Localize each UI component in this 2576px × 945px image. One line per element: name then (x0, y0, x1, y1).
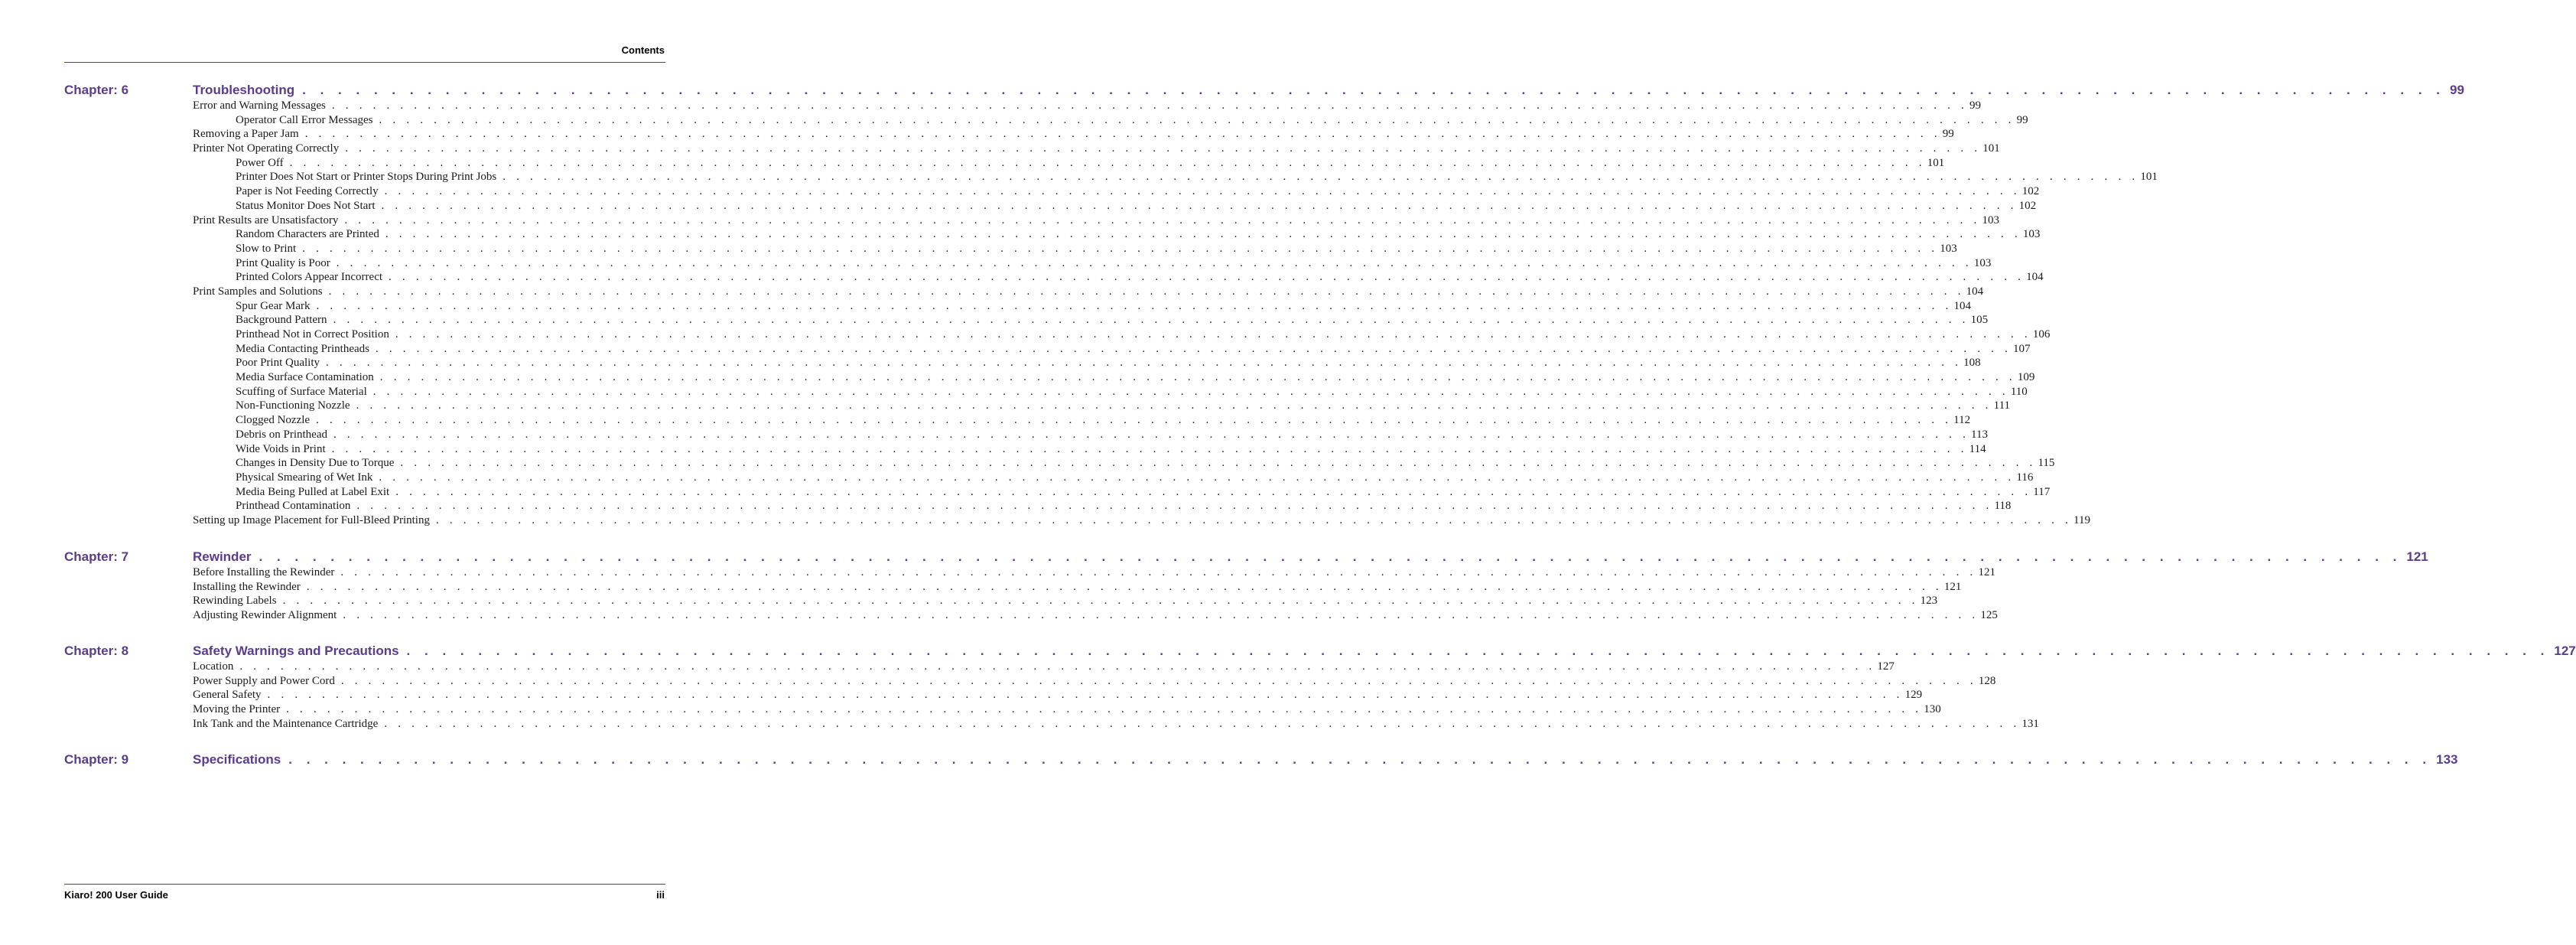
entry-title: Status Monitor Does Not Start (236, 199, 376, 212)
toc-subentry[interactable] (193, 357, 1981, 371)
entry-page-number: 129 (1904, 689, 1923, 702)
chapter-page-number: 127 (2554, 644, 2576, 658)
dot-leader: . . . . . . . . . . . . . . . . . . . . . . . . . . . . . . . . . . . . . . . . . . . . . . . . . . . . . . . . . . . . . . . . . . . . . . . . . . . . . . . . . . . . . . . . . . . . . . . . . . . . . . . . . . . . . . . . . . . . . . . . (343, 609, 1979, 622)
entry-title: Print Quality is Poor (236, 256, 330, 269)
entry-title: Removing a Paper Jam (193, 128, 299, 141)
toc-entry[interactable] (193, 717, 2039, 732)
dot-leader: . . . . . . . . . . . . . . . . . . . . . . . . . . . . . . . . . . . . . . . . . . . . . . . . . . . . . . . . . . . . . . . . . . . . . . . . . . . . . . . . . . . . . . . . . . . . . . . . . . . . . . . . . . . . . . . . . . . . . . . . (331, 99, 1968, 112)
toc-subentry[interactable] (193, 314, 1989, 328)
dot-leader: . . . . . . . . . . . . . . . . . . . . . . . . . . . . . . . . . . . . . . . . . . . . . . . . . . . . . . . . . . . . . . . . . . . . . . . . . . . . . . . . . . . . . . . . . . . . . . . . . . . . . . . . . . . . . . . . . . . . . . . . (379, 471, 2015, 484)
toc-entry[interactable] (193, 566, 1995, 581)
entry-title: Adjusting Rewinder Alignment (193, 609, 337, 622)
toc-subentry[interactable] (193, 399, 2011, 414)
dot-leader: . . . . . . . . . . . . . . . . . . . . . . . . . . . . . . . . . . . . . . . . . . . . . . . . . . . . . . . . . . . . . . . . . . . . . . . . . . . . . . . . . . . . . . . . . . . . . . . . . . . . . . . . . . . . . . . . . . . . . . . . (389, 271, 2025, 284)
entry-page-number: 130 (1924, 703, 1941, 716)
entry-title: Slow to Print (236, 242, 297, 255)
chapter-page-number: 99 (2450, 83, 2464, 97)
entry-page-number: 119 (2073, 513, 2090, 526)
toc-subentry[interactable] (193, 442, 1986, 458)
toc-entry[interactable] (193, 595, 1938, 609)
dot-leader: . . . . . . . . . . . . . . . . . . . . . . . . . . . . . . . . . . . . . . . . . . . . . . . . . . . . . . . . . . . . . . . . . . . . . . . . . . . . . . . . . . . . . . . . . . . . . . . . . . . . . . . . . . . . . . . . . . . . . . . . (356, 399, 1992, 412)
entry-title: Installing the Rewinder (193, 580, 301, 593)
entry-title: Ink Tank and the Maintenance Cartridge (193, 717, 379, 730)
dot-leader: . . . . . . . . . . . . . . . . . . . . . . . . . . . . . . . . . . . . . . . . . . . . . . . . . . . . . . . . . . . . . . . . . . . . . . . . . . . . . . . . . . . . . . . . . . . . . . . . . . . . . . . . . . . . . . . . . . . . . . . . (379, 371, 2016, 384)
entry-page-number: 103 (1940, 242, 1957, 255)
toc-subentry[interactable] (193, 342, 2031, 357)
entry-page-number: 116 (2016, 471, 2034, 484)
entry-page-number: 108 (1963, 357, 1981, 370)
toc-subentry[interactable] (193, 171, 2158, 185)
dot-leader: . . . . . . . . . . . . . . . . . . . . . . . . . . . . . . . . . . . . . . . . . . . . . . . . . . . . . . . . . . . . . . . . . . . . . . . . . . . . . . . . . . . . . . . . . . . . . . . . . . . . . . . . . . . . . . . . . . . . . . . . (239, 660, 1876, 673)
entry-title: Changes in Density Due to Torque (236, 457, 395, 470)
entry-title: Physical Smearing of Wet Ink (236, 471, 373, 484)
entry-page-number: 99 (1942, 128, 1954, 141)
dot-leader: . . . . . . . . . . . . . . . . . . . . . . . . . . . . . . . . . . . . . . . . . . . . . . . . . . . . . . . . . . . . . . . . . . . . . . . . . . . . . . . . . . . . . . . . . . . . . . . . . . . . . . . . . . . . . . . . . . . . . . . . (384, 717, 2021, 730)
chapter-page-number: 133 (2436, 752, 2458, 767)
chapter-entries (193, 566, 1998, 624)
entry-page-number: 111 (1993, 399, 2011, 412)
toc-entry[interactable] (193, 660, 1895, 675)
toc-entry[interactable] (193, 689, 1923, 703)
entry-page-number: 127 (1877, 660, 1895, 673)
toc-entry[interactable] (193, 674, 1996, 689)
chapter-title: Rewinder (193, 549, 252, 564)
toc-subentry[interactable] (193, 471, 2034, 486)
dot-leader: . . . . . . . . . . . . . . . . . . . . . . . . . . . . . . . . . . . . . . . . . . . . . . . . . . . . . . . . . . . . . . . . . . . . . . . . . . . . . . . . . . . . . . . . . . . . . . . . . . . . . . . . . . . . . . . . . . . . . . . . (286, 703, 1923, 716)
dot-leader: . . . . . . . . . . . . . . . . . . . . . . . . . . . . . . . . . . . . . . . . . . . . . . . . . . . . . . . . . . . . . . . . . . . . . . . . . . . . . . . . . . . . . . . . . . . . . . . . . . . . . . . . . . . . . . . . . . . . . . . . (406, 644, 2550, 658)
dot-leader: . . . . . . . . . . . . . . . . . . . . . . . . . . . . . . . . . . . . . . . . . . . . . . . . . . . . . . . . . . . . . . . . . . . . . . . . . . . . . . . . . . . . . . . . . . . . . . . . . . . . . . . . . . . . . . . . . . . . . . . . (372, 385, 2009, 398)
toc-entry[interactable] (193, 703, 1941, 718)
chapter-title-link[interactable] (193, 83, 2464, 101)
dot-leader: . . . . . . . . . . . . . . . . . . . . . . . . . . . . . . . . . . . . . . . . . . . . . . . . . . . . . . . . . . . . . . . . . . . . . . . . . . . . . . . . . . . . . . . . . . . . . . . . . . . . . . . . . . . . . . . . . . . . . . . . (384, 185, 2021, 198)
entry-page-number: 128 (1978, 674, 1996, 687)
dot-leader: . . . . . . . . . . . . . . . . . . . . . . . . . . . . . . . . . . . . . . . . . . . . . . . . . . . . . . . . . . . . . . . . . . . . . . . . . . . . . . . . . . . . . . . . . . . . . . . . . . . . . . . . . . . . . . . . . . . . . . . . (333, 428, 1970, 441)
entry-title: Print Results are Unsatisfactory (193, 213, 339, 226)
dot-leader: . . . . . . . . . . . . . . . . . . . . . . . . . . . . . . . . . . . . . . . . . . . . . . . . . . . . . . . . . . . . . . . . . . . . . . . . . . . . . . . . . . . . . . . . . . . . . . . . . . . . . . . . . . . . . . . . . . . . . . . . (356, 500, 1993, 513)
dot-leader: . . . . . . . . . . . . . . . . . . . . . . . . . . . . . . . . . . . . . . . . . . . . . . . . . . . . . . . . . . . . . . . . . . . . . . . . . . . . . . . . . . . . . . . . . . . . . . . . . . . . . . . . . . . . . . . . . . . . . . . . (302, 83, 2445, 97)
dot-leader: . . . . . . . . . . . . . . . . . . . . . . . . . . . . . . . . . . . . . . . . . . . . . . . . . . . . . . . . . . . . . . . . . . . . . . . . . . . . . . . . . . . . . . . . . . . . . . . . . . . . . . . . . . . . . . . . . . . . . . . . (336, 256, 1973, 269)
chapter-title-link[interactable] (193, 549, 2428, 568)
dot-leader: . . . . . . . . . . . . . . . . . . . . . . . . . . . . . . . . . . . . . . . . . . . . . . . . . . . . . . . . . . . . . . . . . . . . . . . . . . . . . . . . . . . . . . . . . . . . . . . . . . . . . . . . . . . . . . . . . . . . . . . . (282, 595, 1919, 608)
toc-subentry[interactable] (193, 385, 2028, 400)
chapter-title: Safety Warnings and Precautions (193, 644, 399, 658)
entry-title: Printhead Contamination (236, 500, 351, 513)
footer-title: Kiaro! 200 User Guide (64, 889, 168, 901)
entry-title: Debris on Printhead (236, 428, 327, 441)
entry-page-number: 104 (1966, 285, 1984, 298)
entry-page-number: 103 (1982, 213, 1999, 226)
toc-entry[interactable] (193, 285, 1984, 300)
entry-page-number: 121 (1943, 580, 1962, 593)
dot-leader: . . . . . . . . . . . . . . . . . . . . . . . . . . . . . . . . . . . . . . . . . . . . . . . . . . . . . . . . . . . . . . . . . . . . . . . . . . . . . . . . . . . . . . . . . . . . . . . . . . . . . . . . . . . . . . . . . . . . . . . . (395, 328, 2031, 341)
entry-title: Poor Print Quality (236, 357, 320, 370)
toc-subentry[interactable] (193, 328, 2051, 343)
entry-title: Location (193, 660, 234, 673)
entry-page-number: 103 (2022, 228, 2041, 241)
entry-page-number: 99 (2016, 113, 2028, 126)
dot-leader: . . . . . . . . . . . . . . . . . . . . . . . . . . . . . . . . . . . . . . . . . . . . . . . . . . . . . . . . . . . . . . . . . . . . . . . . . . . . . . . . . . . . . . . . . . . . . . . . . . . . . . . . . . . . . . . . . . . . . . . . (302, 242, 1939, 255)
chapter-title-link[interactable] (193, 644, 2576, 662)
entry-page-number: 109 (2017, 371, 2035, 384)
page-number: iii (656, 889, 665, 901)
toc-subentry[interactable] (193, 185, 2040, 200)
dot-leader: . . . . . . . . . . . . . . . . . . . . . . . . . . . . . . . . . . . . . . . . . . . . . . . . . . . . . . . . . . . . . . . . . . . . . . . . . . . . . . . . . . . . . . . . . . . . . . . . . . . . . . . . . . . . . . . . . . . . . . . . (306, 580, 1943, 593)
dot-leader: . . . . . . . . . . . . . . . . . . . . . . . . . . . . . . . . . . . . . . . . . . . . . . . . . . . . . . . . . . . . . . . . . . . . . . . . . . . . . . . . . . . . . . . . . . . . . . . . . . . . . . . . . . . . . . . . . . . . . . . . (344, 213, 1981, 226)
dot-leader: . . . . . . . . . . . . . . . . . . . . . . . . . . . . . . . . . . . . . . . . . . . . . . . . . . . . . . . . . . . . . . . . . . . . . . . . . . . . . . . . . . . . . . . . . . . . . . . . . . . . . . . . . . . . . . . . . . . . . . . . (340, 566, 1977, 578)
entry-title: Media Being Pulled at Label Exit (236, 485, 390, 498)
entry-page-number: 107 (2013, 342, 2031, 355)
entry-page-number: 131 (2021, 717, 2039, 730)
header-rule (64, 62, 665, 63)
entry-title: Before Installing the Rewinder (193, 566, 335, 578)
dot-leader: . . . . . . . . . . . . . . . . . . . . . . . . . . . . . . . . . . . . . . . . . . . . . . . . . . . . . . . . . . . . . . . . . . . . . . . . . . . . . . . . . . . . . . . . . . . . . . . . . . . . . . . . . . . . . . . . . . . . . . . . (328, 285, 1965, 298)
toc-subentry[interactable] (193, 500, 2012, 514)
toc-entry[interactable] (193, 142, 2000, 157)
dot-leader: . . . . . . . . . . . . . . . . . . . . . . . . . . . . . . . . . . . . . . . . . . . . . . . . . . . . . . . . . . . . . . . . . . . . . . . . . . . . . . . . . . . . . . . . . . . . . . . . . . . . . . . . . . . . . . . . . . . . . . . . (379, 113, 2015, 126)
entry-title: Media Surface Contamination (236, 371, 374, 384)
running-header: Contents (621, 44, 665, 56)
entry-page-number: 118 (1994, 500, 2012, 513)
entry-title: Background Pattern (236, 314, 327, 327)
entry-page-number: 115 (2038, 457, 2055, 470)
dot-leader: . . . . . . . . . . . . . . . . . . . . . . . . . . . . . . . . . . . . . . . . . . . . . . . . . . . . . . . . . . . . . . . . . . . . . . . . . . . . . . . . . . . . . . . . . . . . . . . . . . . . . . . . . . . . . . . . . . . . . . . . (259, 549, 2402, 564)
entry-title: Error and Warning Messages (193, 99, 326, 112)
entry-page-number: 112 (1953, 414, 1971, 427)
entry-title: Paper is Not Feeding Correctly (236, 185, 379, 198)
toc-subentry[interactable] (193, 271, 2044, 285)
entry-title: Power Supply and Power Cord (193, 674, 335, 687)
toc-subentry[interactable] (193, 256, 1992, 272)
dot-leader: . . . . . . . . . . . . . . . . . . . . . . . . . . . . . . . . . . . . . . . . . . . . . . . . . . . . . . . . . . . . . . . . . . . . . . . . . . . . . . . . . . . . . . . . . . . . . . . . . . . . . . . . . . . . . . . . . . . . . . . . (345, 142, 1982, 155)
chapter-title: Troubleshooting (193, 83, 295, 97)
chapter-title: Specifications (193, 752, 281, 767)
toc-subentry[interactable] (193, 228, 2041, 243)
entry-page-number: 105 (1970, 314, 1989, 327)
entry-page-number: 125 (1980, 609, 1998, 622)
entry-page-number: 123 (1920, 595, 1938, 608)
entry-page-number: 102 (2018, 199, 2037, 212)
entry-title: Wide Voids in Print (236, 442, 326, 455)
chapter-entries (193, 660, 2039, 732)
entry-title: Print Samples and Solutions (193, 285, 323, 298)
toc-subentry[interactable] (193, 485, 2051, 500)
entry-page-number: 110 (2010, 385, 2028, 398)
chapter-label: Chapter: 6 (64, 83, 129, 97)
toc-subentry[interactable] (193, 156, 1945, 171)
toc-subentry[interactable] (193, 428, 1988, 443)
entry-title: Random Characters are Printed (236, 228, 379, 241)
toc-subentry[interactable] (193, 457, 2055, 471)
dot-leader: . . . . . . . . . . . . . . . . . . . . . . . . . . . . . . . . . . . . . . . . . . . . . . . . . . . . . . . . . . . . . . . . . . . . . . . . . . . . . . . . . . . . . . . . . . . . . . . . . . . . . . . . . . . . . . . . . . . . . . . . (340, 674, 1977, 687)
toc-entry[interactable] (193, 99, 1981, 114)
toc-entry[interactable] (193, 128, 1954, 142)
entry-page-number: 102 (2021, 185, 2040, 198)
dot-leader: . . . . . . . . . . . . . . . . . . . . . . . . . . . . . . . . . . . . . . . . . . . . . . . . . . . . . . . . . . . . . . . . . . . . . . . . . . . . . . . . . . . . . . . . . . . . . . . . . . . . . . . . . . . . . . . . . . . . . . . . (435, 513, 2073, 526)
dot-leader: . . . . . . . . . . . . . . . . . . . . . . . . . . . . . . . . . . . . . . . . . . . . . . . . . . . . . . . . . . . . . . . . . . . . . . . . . . . . . . . . . . . . . . . . . . . . . . . . . . . . . . . . . . . . . . . . . . . . . . . . (288, 752, 2432, 767)
toc-subentry[interactable] (193, 199, 2037, 214)
entry-title: Power Off (236, 156, 284, 169)
entry-title: Printer Does Not Start or Printer Stops During Print Jobs (236, 171, 497, 184)
dot-leader: . . . . . . . . . . . . . . . . . . . . . . . . . . . . . . . . . . . . . . . . . . . . . . . . . . . . . . . . . . . . . . . . . . . . . . . . . . . . . . . . . . . . . . . . . . . . . . . . . . . . . . . . . . . . . . . . . . . . . . . . (381, 199, 2018, 212)
toc-subentry[interactable] (193, 299, 1972, 314)
entry-page-number: 101 (1982, 142, 2000, 155)
chapter-page-number: 121 (2406, 549, 2428, 564)
toc-subentry[interactable] (193, 113, 2028, 129)
chapter-title-link[interactable] (193, 752, 2458, 771)
entry-title: Clogged Nozzle (236, 414, 311, 427)
dot-leader: . . . . . . . . . . . . . . . . . . . . . . . . . . . . . . . . . . . . . . . . . . . . . . . . . . . . . . . . . . . . . . . . . . . . . . . . . . . . . . . . . . . . . . . . . . . . . . . . . . . . . . . . . . . . . . . . . . . . . . . . (375, 342, 2012, 355)
entry-title: Spur Gear Mark (236, 299, 311, 312)
entry-title: Setting up Image Placement for Full-Bleed Printing (193, 513, 430, 526)
chapter-entries (193, 99, 2158, 529)
toc-entry[interactable] (193, 513, 2090, 529)
toc-subentry[interactable] (193, 242, 1957, 257)
entry-page-number: 103 (1973, 256, 1992, 269)
entry-title: Moving the Printer (193, 703, 281, 716)
dot-leader: . . . . . . . . . . . . . . . . . . . . . . . . . . . . . . . . . . . . . . . . . . . . . . . . . . . . . . . . . . . . . . . . . . . . . . . . . . . . . . . . . . . . . . . . . . . . . . . . . . . . . . . . . . . . . . . . . . . . . . . . (316, 299, 1953, 312)
entry-page-number: 106 (2032, 328, 2051, 341)
dot-leader: . . . . . . . . . . . . . . . . . . . . . . . . . . . . . . . . . . . . . . . . . . . . . . . . . . . . . . . . . . . . . . . . . . . . . . . . . . . . . . . . . . . . . . . . . . . . . . . . . . . . . . . . . . . . . . . . . . . . . . . . (326, 357, 1963, 370)
entry-page-number: 101 (1927, 156, 1945, 169)
entry-page-number: 104 (1953, 299, 1972, 312)
entry-title: Operator Call Error Messages (236, 113, 373, 126)
dot-leader: . . . . . . . . . . . . . . . . . . . . . . . . . . . . . . . . . . . . . . . . . . . . . . . . . . . . . . . . . . . . . . . . . . . . . . . . . . . . . . . . . . . . . . . . . . . . . . . . . . . . . . . . . . . . . . . . . . . . . . . . (316, 414, 1953, 427)
dot-leader: . . . . . . . . . . . . . . . . . . . . . . . . . . . . . . . . . . . . . . . . . . . . . . . . . . . . . . . . . . . . . . . . . . . . . . . . . . . . . . . . . . . . . . . . . . . . . . . . . . . . . . . . . . . . . . . . . . . . . . . . (400, 457, 2037, 470)
entry-page-number: 114 (1969, 442, 1986, 455)
chapter-label: Chapter: 7 (64, 549, 129, 564)
entry-page-number: 104 (2026, 271, 2044, 284)
dot-leader: . . . . . . . . . . . . . . . . . . . . . . . . . . . . . . . . . . . . . . . . . . . . . . . . . . . . . . . . . . . . . . . . . . . . . . . . . . . . . . . . . . . . . . . . . . . . . . . . . . . . . . . . . . . . . . . . . . . . . . . . (385, 228, 2021, 241)
dot-leader: . . . . . . . . . . . . . . . . . . . . . . . . . . . . . . . . . . . . . . . . . . . . . . . . . . . . . . . . . . . . . . . . . . . . . . . . . . . . . . . . . . . . . . . . . . . . . . . . . . . . . . . . . . . . . . . . . . . . . . . . (333, 314, 1969, 327)
toc-subentry[interactable] (193, 414, 1971, 429)
dot-leader: . . . . . . . . . . . . . . . . . . . . . . . . . . . . . . . . . . . . . . . . . . . . . . . . . . . . . . . . . . . . . . . . . . . . . . . . . . . . . . . . . . . . . . . . . . . . . . . . . . . . . . . . . . . . . . . . . . . . . . . . (503, 171, 2139, 184)
dot-leader: . . . . . . . . . . . . . . . . . . . . . . . . . . . . . . . . . . . . . . . . . . . . . . . . . . . . . . . . . . . . . . . . . . . . . . . . . . . . . . . . . . . . . . . . . . . . . . . . . . . . . . . . . . . . . . . . . . . . . . . . (331, 442, 1968, 455)
chapter-label: Chapter: 9 (64, 752, 129, 767)
entry-page-number: 117 (2033, 485, 2051, 498)
entry-page-number: 113 (1971, 428, 1988, 441)
entry-page-number: 99 (1969, 99, 1981, 112)
entry-title: Scuffing of Surface Material (236, 385, 367, 398)
footer-rule (64, 884, 665, 885)
entry-title: Non-Functioning Nozzle (236, 399, 350, 412)
toc-subentry[interactable] (193, 371, 2035, 386)
entry-title: Printer Not Operating Correctly (193, 142, 340, 155)
toc-entry[interactable] (193, 609, 1998, 624)
dot-leader: . . . . . . . . . . . . . . . . . . . . . . . . . . . . . . . . . . . . . . . . . . . . . . . . . . . . . . . . . . . . . . . . . . . . . . . . . . . . . . . . . . . . . . . . . . . . . . . . . . . . . . . . . . . . . . . . . . . . . . . . (267, 689, 1904, 702)
entry-title: Rewinding Labels (193, 595, 277, 608)
toc-entry[interactable] (193, 213, 1999, 229)
entry-title: Printhead Not in Correct Position (236, 328, 389, 341)
entry-page-number: 101 (2140, 171, 2158, 184)
entry-page-number: 121 (1978, 566, 1995, 578)
entry-title: Media Contacting Printheads (236, 342, 369, 355)
toc-entry[interactable] (193, 580, 1962, 595)
dot-leader: . . . . . . . . . . . . . . . . . . . . . . . . . . . . . . . . . . . . . . . . . . . . . . . . . . . . . . . . . . . . . . . . . . . . . . . . . . . . . . . . . . . . . . . . . . . . . . . . . . . . . . . . . . . . . . . . . . . . . . . . (304, 128, 1941, 141)
entry-title: Printed Colors Appear Incorrect (236, 271, 383, 284)
entry-title: General Safety (193, 689, 262, 702)
dot-leader: . . . . . . . . . . . . . . . . . . . . . . . . . . . . . . . . . . . . . . . . . . . . . . . . . . . . . . . . . . . . . . . . . . . . . . . . . . . . . . . . . . . . . . . . . . . . . . . . . . . . . . . . . . . . . . . . . . . . . . . . (395, 485, 2032, 498)
dot-leader: . . . . . . . . . . . . . . . . . . . . . . . . . . . . . . . . . . . . . . . . . . . . . . . . . . . . . . . . . . . . . . . . . . . . . . . . . . . . . . . . . . . . . . . . . . . . . . . . . . . . . . . . . . . . . . . . . . . . . . . . (289, 156, 1926, 169)
chapter-label: Chapter: 8 (64, 644, 129, 658)
